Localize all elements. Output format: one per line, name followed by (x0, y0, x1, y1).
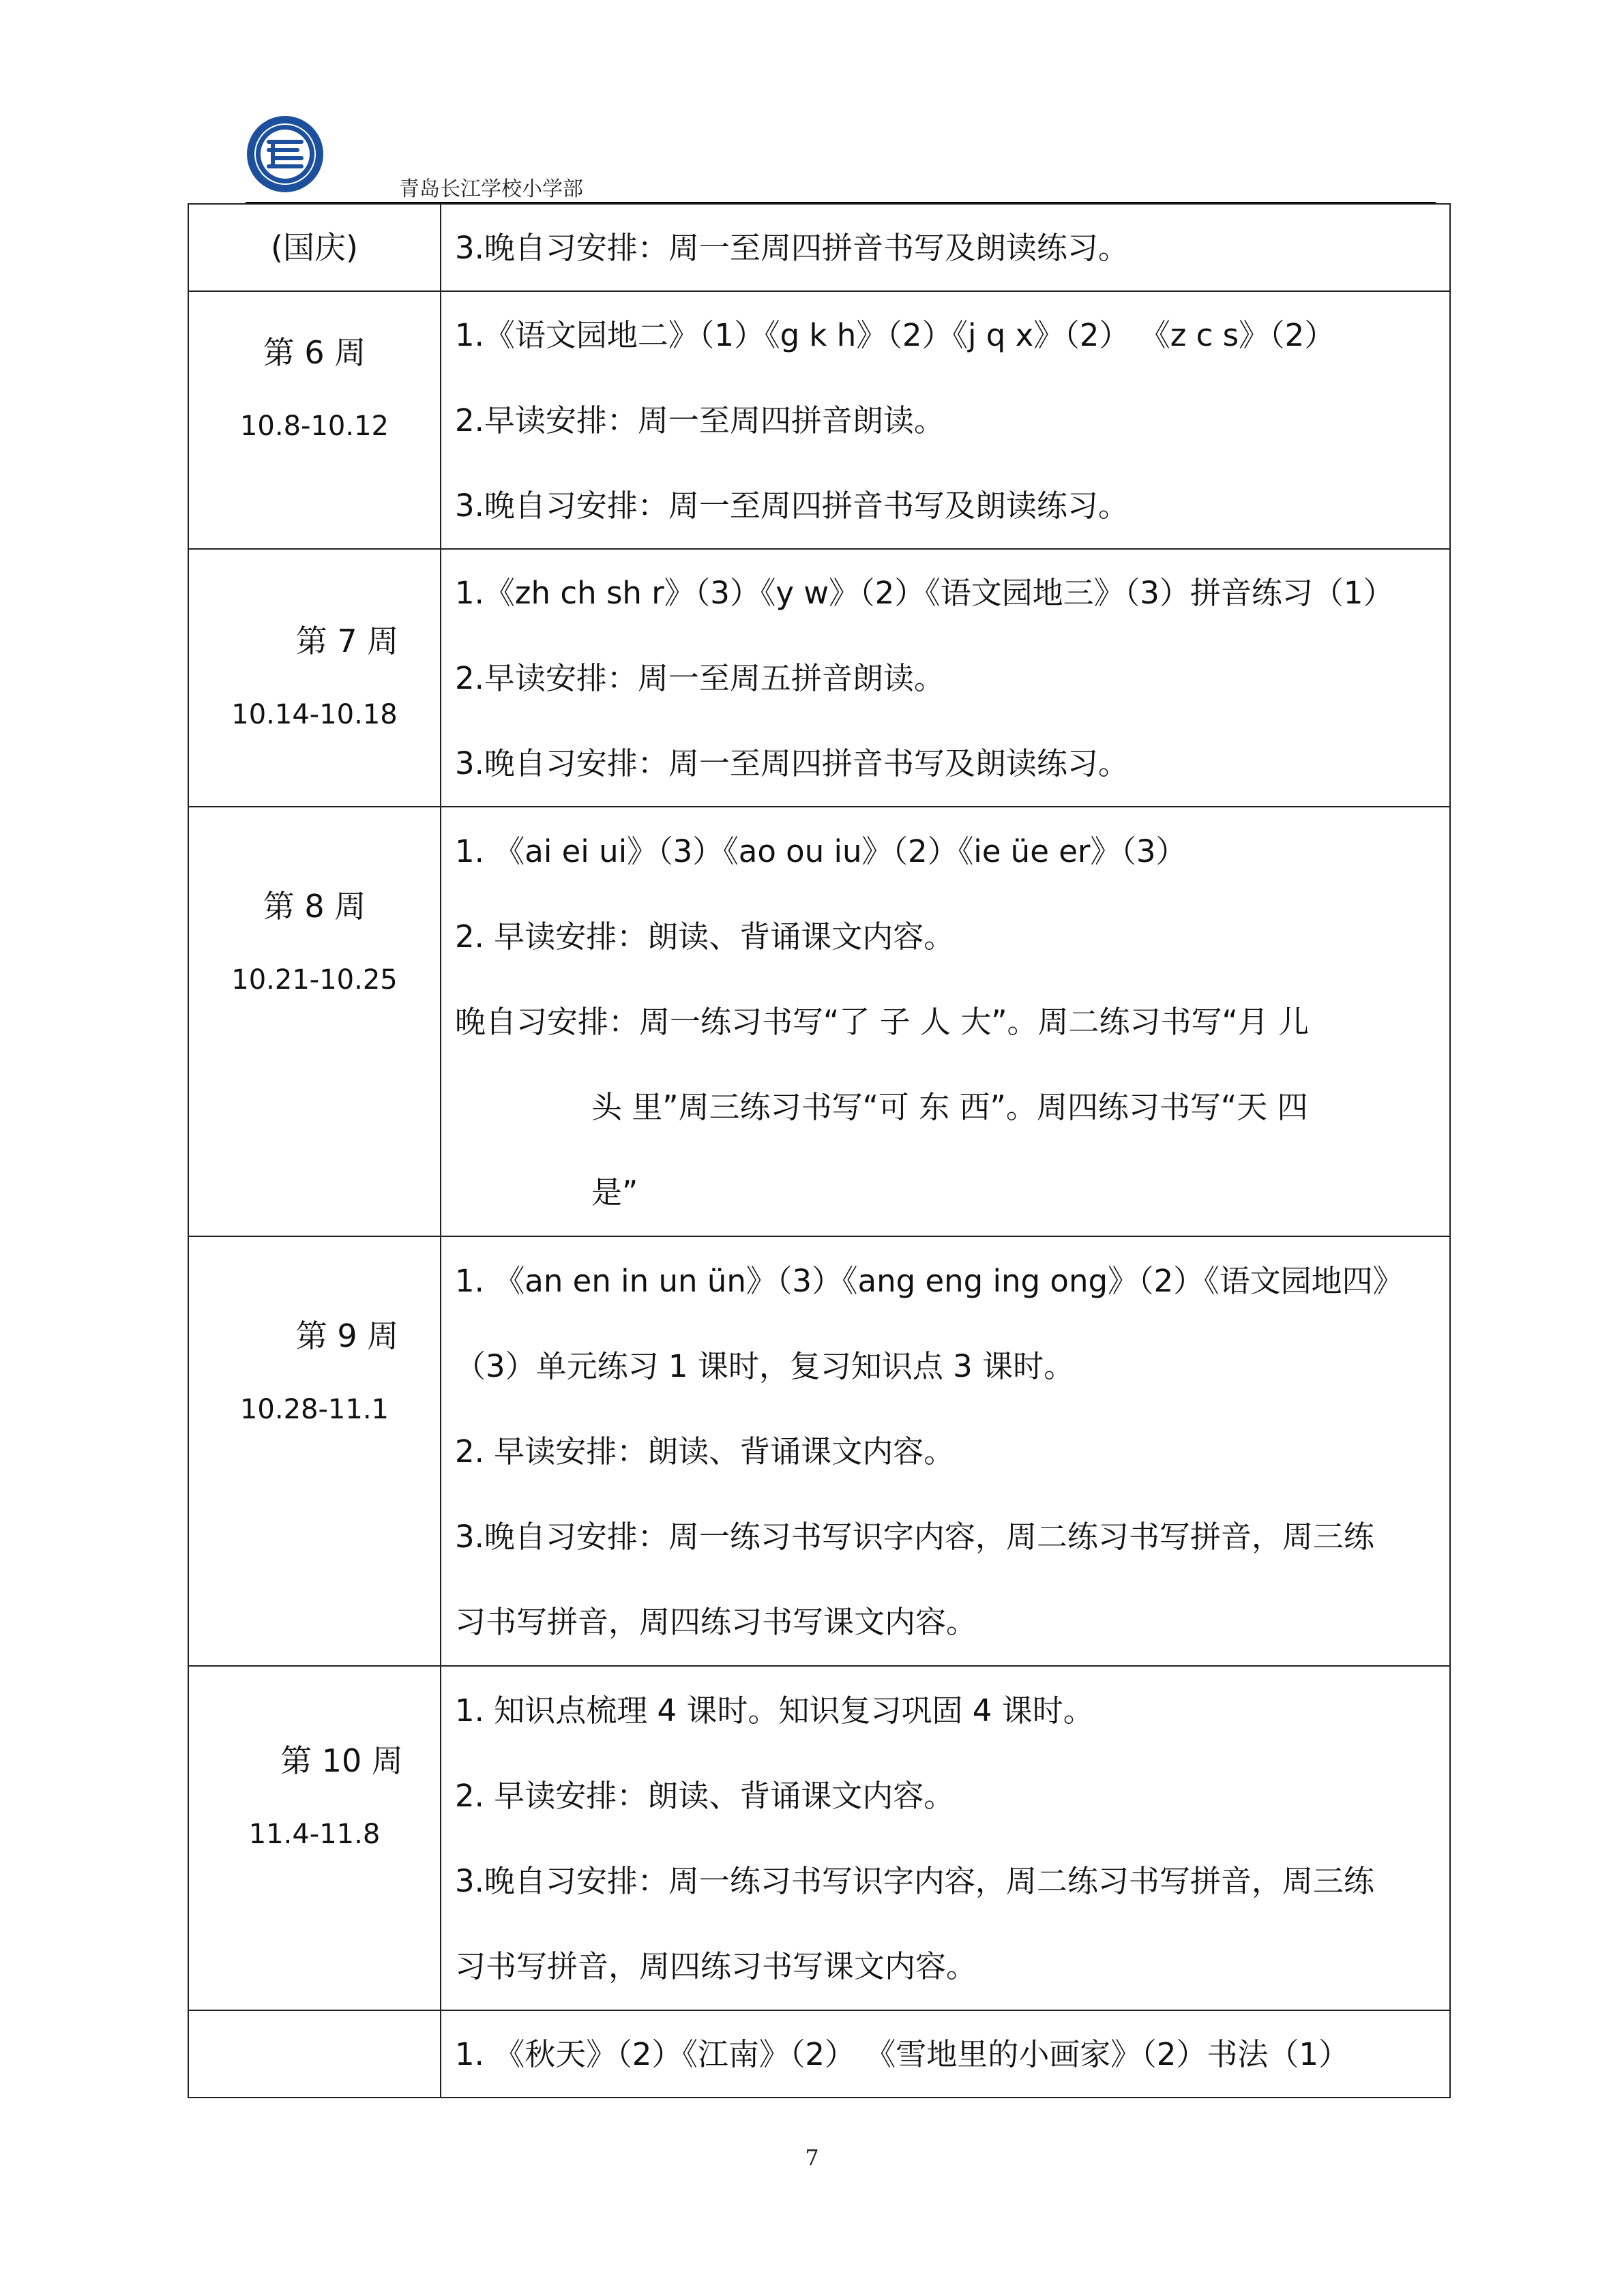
week-label: 第 9 周 (295, 1317, 399, 1354)
content-line: 头 里”周三练习书写“可 东 西”。周四练习书写“天 四 (591, 1088, 1308, 1125)
content-line: 是” (591, 1174, 638, 1210)
week-cell (188, 291, 441, 549)
content-line: 2. 早读安排：朗读、背诵课文内容。 (455, 1433, 955, 1470)
week-label: (国庆) (271, 229, 358, 266)
content-line: 1.《zh ch sh r》（3）《y w》（2）《语文园地三》（3）拼音练习（1） (455, 574, 1394, 611)
week-dates: 10.28-11.1 (239, 1394, 389, 1425)
week-cell (188, 549, 441, 807)
table-row (188, 549, 1450, 807)
content-cell (441, 1236, 1450, 1666)
content-line: 习书写拼音，周四练习书写课文内容。 (455, 1948, 977, 1984)
week-cell (188, 807, 441, 1236)
content-line: 1. 《ai ei ui》（3）《ao ou iu》（2）《ie üe er》（3） (455, 833, 1187, 869)
teaching-schedule-table (188, 203, 1451, 2098)
school-name: 青岛长江学校小学部 (399, 177, 583, 201)
content-line: 3.晚自习安排：周一练习书写识字内容，周二练习书写拼音，周三练 (455, 1518, 1374, 1555)
content-line: 晚自习安排：周一练习书写“了 子 人 大”。周二练习书写“月 儿 (455, 1003, 1310, 1040)
content-line: 1. 《an en in un ün》（3）《ang eng ing ong》（2）《语文园地四》 (455, 1262, 1404, 1299)
content-cell (441, 204, 1450, 291)
content-cell (441, 807, 1450, 1236)
table-row (188, 2010, 1450, 2098)
content-line: 2. 早读安排：朗读、背诵课文内容。 (455, 918, 955, 955)
week-cell (188, 204, 441, 291)
week-label: 第 10 周 (280, 1742, 403, 1779)
week-cell (188, 1236, 441, 1666)
content-line: 2. 早读安排：朗读、背诵课文内容。 (455, 1777, 955, 1814)
content-line: （3）单元练习 1 课时，复习知识点 3 课时。 (455, 1347, 1075, 1384)
content-line: 3.晚自习安排：周一至周四拼音书写及朗读练习。 (455, 745, 1129, 781)
content-line: 3.晚自习安排：周一至周四拼音书写及朗读练习。 (455, 229, 1129, 266)
week-dates: 10.14-10.18 (231, 699, 398, 730)
week-label: 第 8 周 (263, 888, 366, 925)
table-row (188, 1666, 1450, 2010)
content-line: 习书写拼音，周四练习书写课文内容。 (455, 1603, 977, 1640)
week-cell (188, 2010, 441, 2098)
content-cell (441, 291, 1450, 549)
content-line: 2.早读安排：周一至周五拼音朗读。 (455, 659, 945, 696)
table-row (188, 204, 1450, 291)
content-cell (441, 1666, 1450, 2010)
content-line: 2.早读安排：周一至周四拼音朗读。 (455, 402, 945, 438)
table-row (188, 291, 1450, 549)
content-line: 3.晚自习安排：周一至周四拼音书写及朗读练习。 (455, 487, 1129, 524)
content-cell (441, 549, 1450, 807)
week-dates: 10.21-10.25 (231, 964, 398, 996)
content-line: 3.晚自习安排：周一练习书写识字内容，周二练习书写拼音，周三练 (455, 1862, 1374, 1899)
content-line: 1. 《秋天》（2）《江南》（2） 《雪地里的小画家》（2）书法（1） (455, 2036, 1350, 2072)
page-number: 7 (805, 2145, 819, 2171)
week-dates: 10.8-10.12 (239, 411, 389, 442)
school-logo-icon (246, 115, 325, 194)
table-row (188, 807, 1450, 1236)
table-row (188, 1236, 1450, 1666)
content-line: 1.《语文园地二》（1）《g k h》（2）《j q x》（2） 《z c s》（2） (455, 316, 1335, 353)
week-label: 第 6 周 (263, 334, 366, 371)
content-line: 1. 知识点梳理 4 课时。知识复习巩固 4 课时。 (455, 1692, 1094, 1729)
week-cell (188, 1666, 441, 2010)
week-label: 第 7 周 (295, 623, 399, 659)
week-dates: 11.4-11.8 (248, 1818, 381, 1850)
content-cell (441, 2010, 1450, 2098)
